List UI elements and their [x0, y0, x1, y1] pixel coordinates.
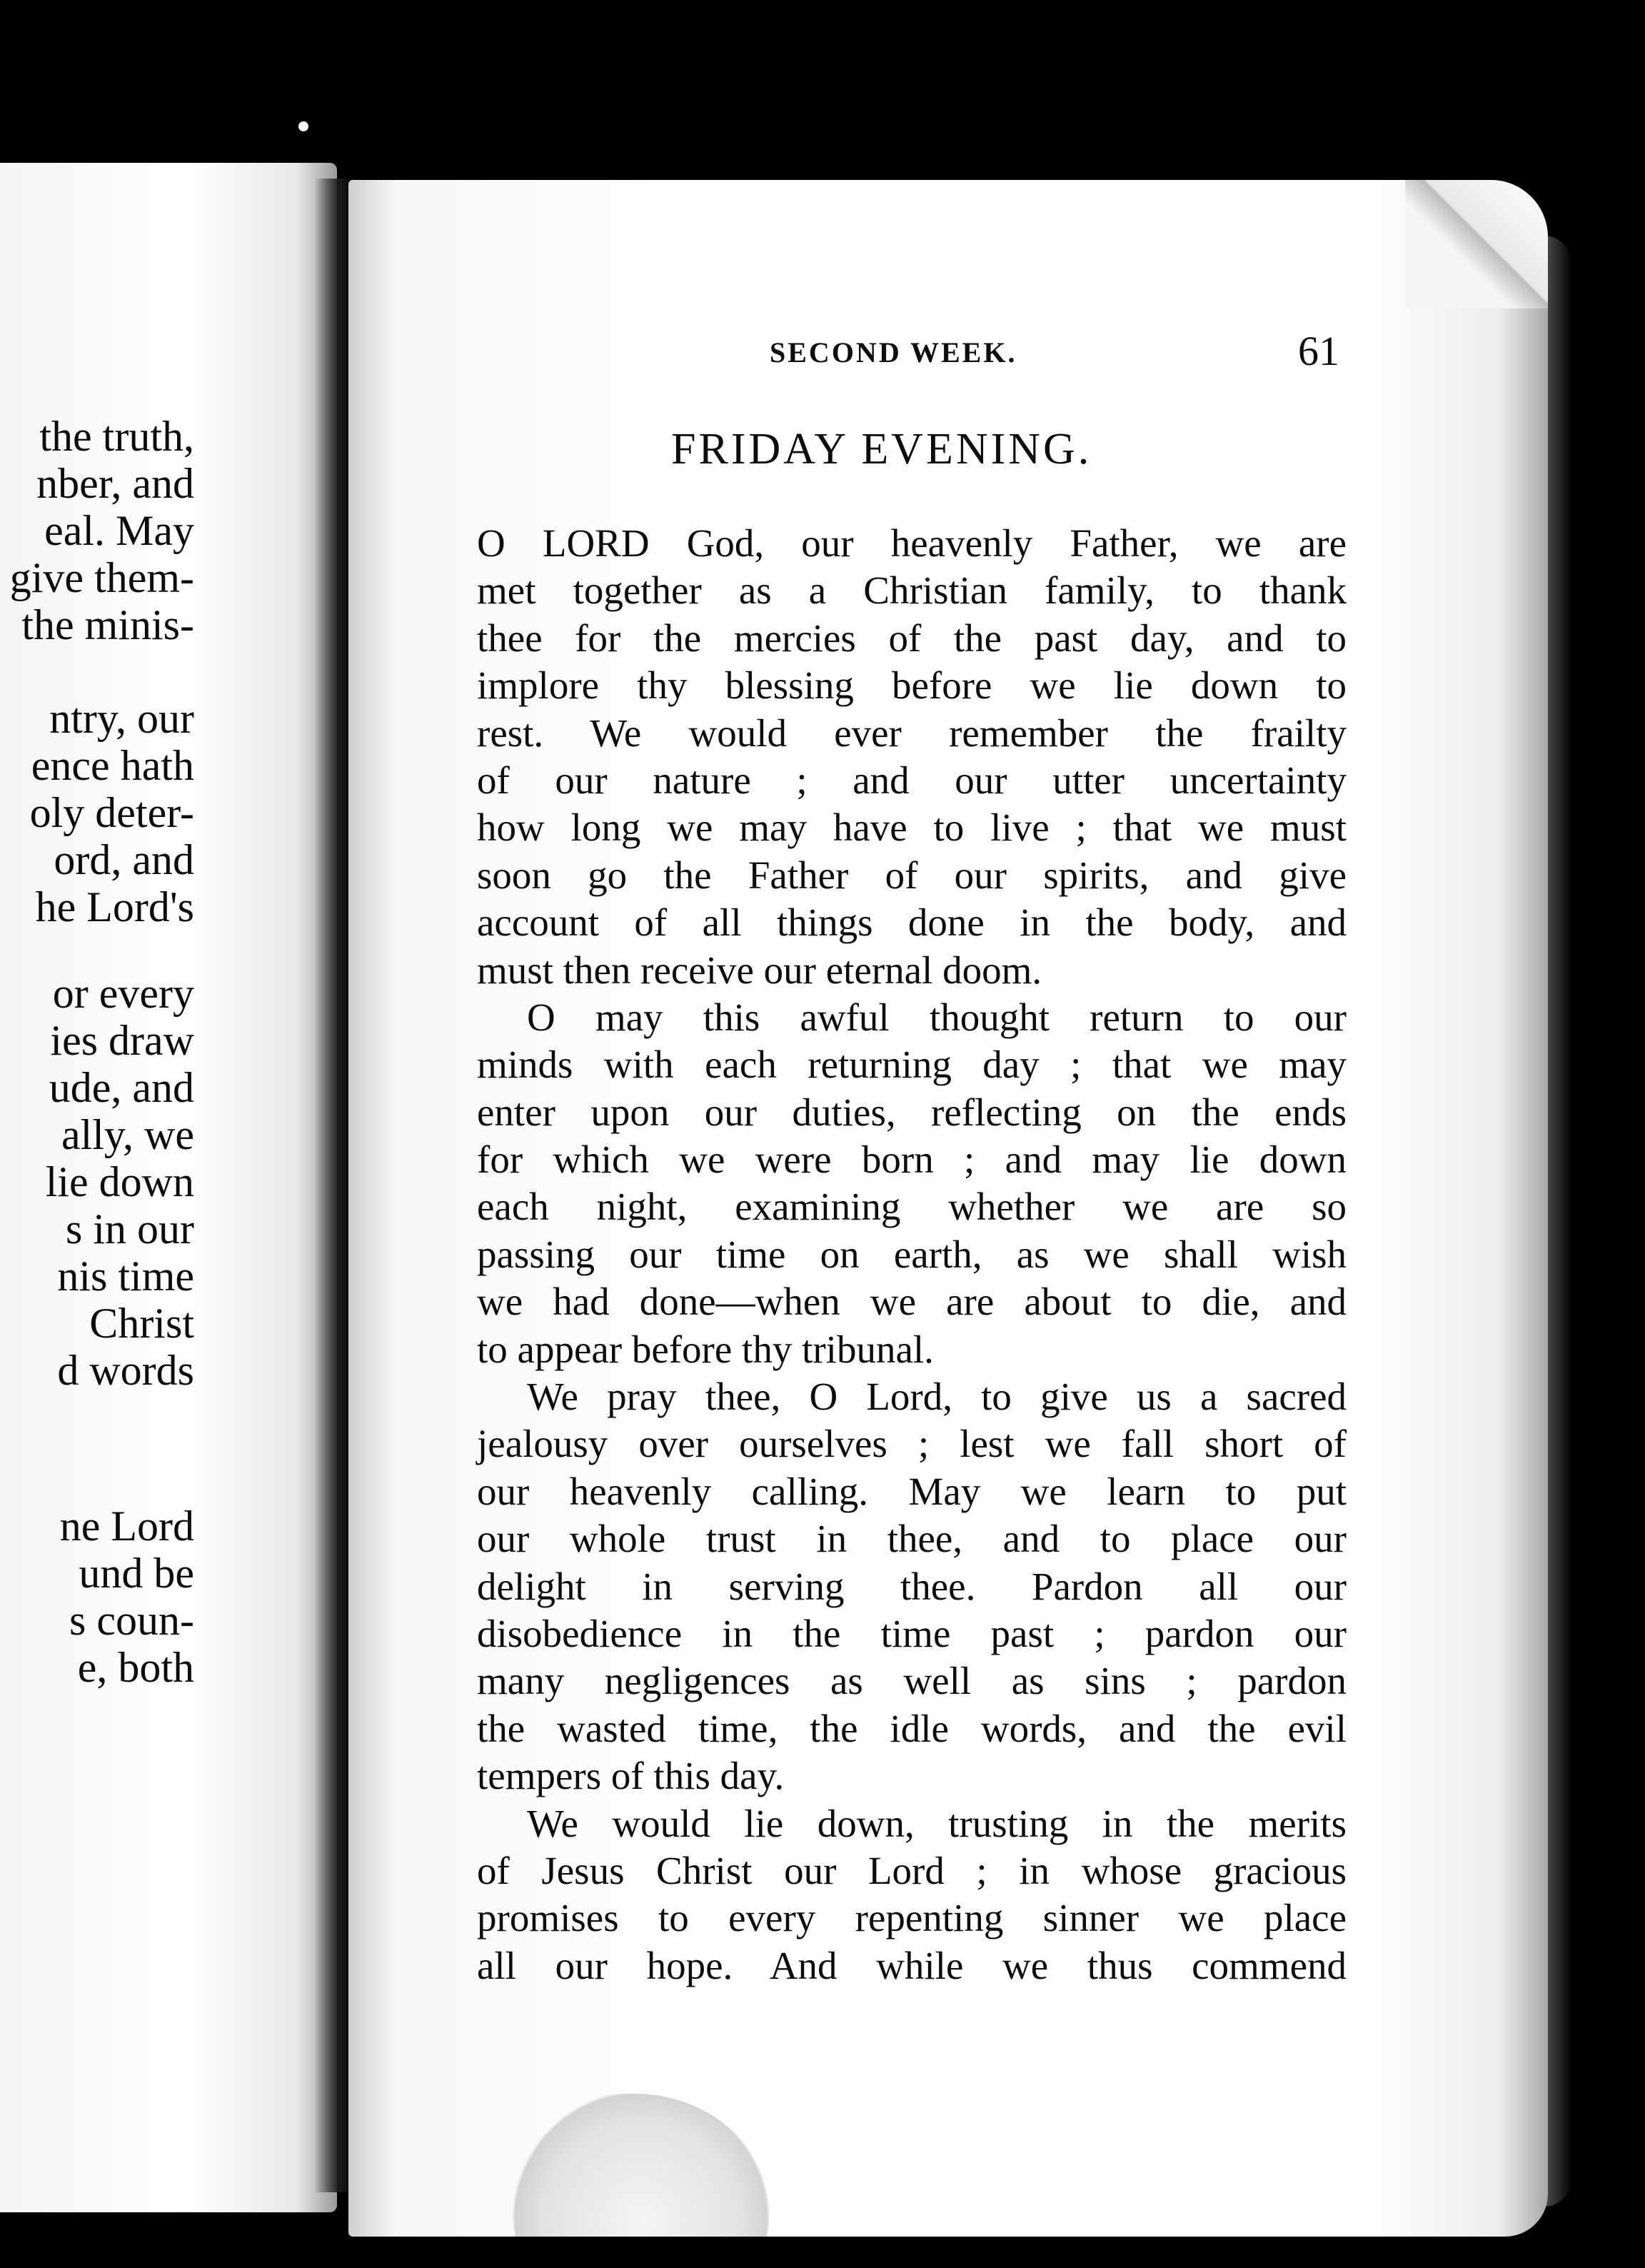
- left-page-line: ies draw: [50, 1017, 194, 1064]
- text-line: O may this awful thought return to our: [527, 995, 1347, 1039]
- left-page-line: ntry, our: [49, 695, 194, 742]
- left-page-paragraph: [0, 413, 194, 648]
- running-head: SECOND WEEK.: [770, 336, 1017, 368]
- left-page-line: lie down: [45, 1158, 194, 1205]
- text-line: many negligences as well as sins ; pardon: [477, 1659, 1347, 1703]
- text-line: minds with each returning day ; that we may: [477, 1043, 1347, 1087]
- text-line: O LORD God, our heavenly Father, we are: [477, 521, 1347, 565]
- left-page-paragraph: [0, 695, 194, 930]
- text-line: how long we may have to live ; that we must: [477, 806, 1347, 850]
- left-page-line: ord, and: [54, 836, 194, 883]
- left-page-line: s in our: [66, 1205, 194, 1253]
- text-line: delight in serving thee. Pardon all our: [477, 1564, 1347, 1608]
- paper-stain: [513, 2094, 770, 2237]
- left-page-line: Christ: [89, 1300, 194, 1347]
- text-line: our whole trust in thee, and to place our: [477, 1517, 1347, 1561]
- left-page-paragraph: [0, 1502, 194, 1691]
- text-line: met together as a Christian family, to thank: [477, 568, 1347, 613]
- left-page-line: the truth,: [39, 413, 194, 460]
- text-line: tempers of this day.: [477, 1754, 785, 1798]
- text-line: of Jesus Christ our Lord ; in whose gracious: [477, 1848, 1347, 1892]
- left-page-line: ude, and: [49, 1064, 194, 1111]
- left-page-line: nis time: [57, 1253, 194, 1300]
- left-page-line: nber, and: [36, 460, 194, 507]
- text-line: the wasted time, the idle words, and the evil: [477, 1706, 1347, 1750]
- left-page-line: or every: [52, 970, 194, 1017]
- text-line: account of all things done in the body, and: [477, 900, 1347, 945]
- left-page-line: und be: [79, 1550, 194, 1597]
- text-line: We would lie down, trusting in the merits: [527, 1801, 1347, 1845]
- text-line: disobedience in the time past ; pardon our: [477, 1611, 1347, 1655]
- text-line: thee for the mercies of the past day, and to: [477, 616, 1347, 660]
- text-line: all our hope. And while we thus commend: [477, 1943, 1347, 1987]
- page-number: 61: [1298, 328, 1339, 374]
- text-line: implore thy blessing before we lie down to: [477, 663, 1347, 708]
- left-page-line: oly deter-: [29, 789, 194, 836]
- left-page-line: ally, we: [61, 1111, 194, 1158]
- text-line: of our nature ; and our utter uncertainty: [477, 758, 1347, 802]
- text-line: passing our time on earth, as we shall wish: [477, 1232, 1347, 1276]
- text-line: we had done—when we are about to die, and: [477, 1280, 1347, 1324]
- left-page-line: ence hath: [31, 742, 194, 789]
- left-page-line: e, both: [77, 1644, 194, 1691]
- left-page-line: the minis-: [21, 601, 194, 648]
- prayer-text: [477, 520, 1347, 1989]
- text-line: rest. We would ever remember the frailty: [477, 711, 1347, 755]
- text-line: We pray thee, O Lord, to give us a sacred: [527, 1375, 1347, 1419]
- text-line: jealousy over ourselves ; lest we fall short of: [477, 1422, 1347, 1466]
- left-page-line: he Lord's: [35, 883, 194, 930]
- left-page-line: d words: [57, 1347, 194, 1394]
- left-page-line: eal. May: [44, 507, 194, 554]
- dust-speck: [298, 121, 308, 131]
- left-page-line: give them-: [9, 554, 194, 601]
- text-line: promises to every repenting sinner we place: [477, 1896, 1347, 1940]
- left-page-line: s coun-: [69, 1597, 194, 1644]
- text-line: soon go the Father of our spirits, and give: [477, 853, 1347, 897]
- text-line: must then receive our eternal doom.: [477, 948, 1042, 992]
- text-line: our heavenly calling. May we learn to put: [477, 1469, 1347, 1513]
- text-line: for which we were born ; and may lie down: [477, 1138, 1347, 1182]
- left-page: [0, 163, 337, 2212]
- text-line: each night, examining whether we are so: [477, 1185, 1347, 1229]
- left-page-paragraph: [0, 970, 194, 1394]
- text-line: enter upon our duties, reflecting on the ends: [477, 1090, 1347, 1134]
- section-title: FRIDAY EVENING.: [671, 425, 1092, 473]
- folded-corner: [1405, 180, 1548, 308]
- left-page-line: ne Lord: [59, 1502, 194, 1550]
- text-line: to appear before thy tribunal.: [477, 1327, 934, 1371]
